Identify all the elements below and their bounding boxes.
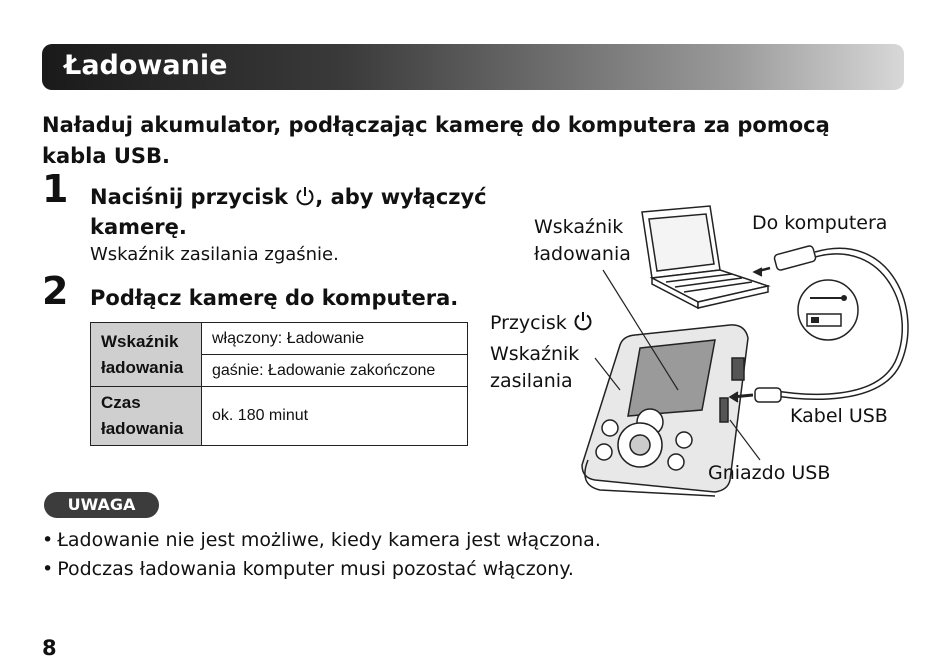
table-header-charge-time: Czas ładowania <box>91 387 202 446</box>
label-usb-port: Gniazdo USB <box>708 462 831 484</box>
laptop-drawing <box>642 206 768 308</box>
step-2-title: Podłącz kamerę do komputera. <box>90 286 459 310</box>
label-to-computer: Do komputera <box>752 212 888 234</box>
table-cell-off: gaśnie: Ładowanie zakończone <box>202 355 468 387</box>
charging-info-table <box>90 322 468 446</box>
step-1-title-before: Naciśnij przycisk <box>90 185 288 209</box>
note-item: • Ładowanie nie jest możliwe, kiedy kamera jest włączona. <box>42 526 601 555</box>
label-charge-indicator: Wskaźnik ładowania <box>534 216 631 265</box>
step-1-title-after: , aby wyłączyć <box>315 185 487 209</box>
note-item: • Podczas ładowania komputer musi pozostać włączony. <box>42 555 601 584</box>
table-cell-time: ok. 180 minut <box>202 387 468 446</box>
power-icon <box>295 186 315 207</box>
section-title: Ładowanie <box>64 50 228 81</box>
power-icon <box>573 311 593 332</box>
table-cell-on: włączony: Ładowanie <box>202 323 468 355</box>
step-1-title <box>90 182 487 242</box>
step-2-number: 2 <box>42 269 69 313</box>
step-1-subtext: Wskaźnik zasilania zgaśnie. <box>90 244 339 265</box>
label-button: Przycisk <box>490 310 593 337</box>
label-usb-cable: Kabel USB <box>790 405 888 427</box>
page-number: 8 <box>42 636 57 660</box>
usb-symbol-icon <box>798 280 858 340</box>
label-power-indicator: Wskaźnik zasilania <box>490 343 580 392</box>
notes-list <box>42 526 601 584</box>
intro-text: Naładuj akumulator, podłączając kamerę do komputera za pomocą kabla USB. <box>42 113 830 168</box>
step-1-number: 1 <box>42 167 69 211</box>
table-header-charge-indicator: Wskaźnik ładowania <box>91 323 202 387</box>
note-badge: UWAGA <box>44 492 159 518</box>
step-1-title-line2: kamerę. <box>90 215 187 239</box>
section-title-bar <box>42 44 904 90</box>
